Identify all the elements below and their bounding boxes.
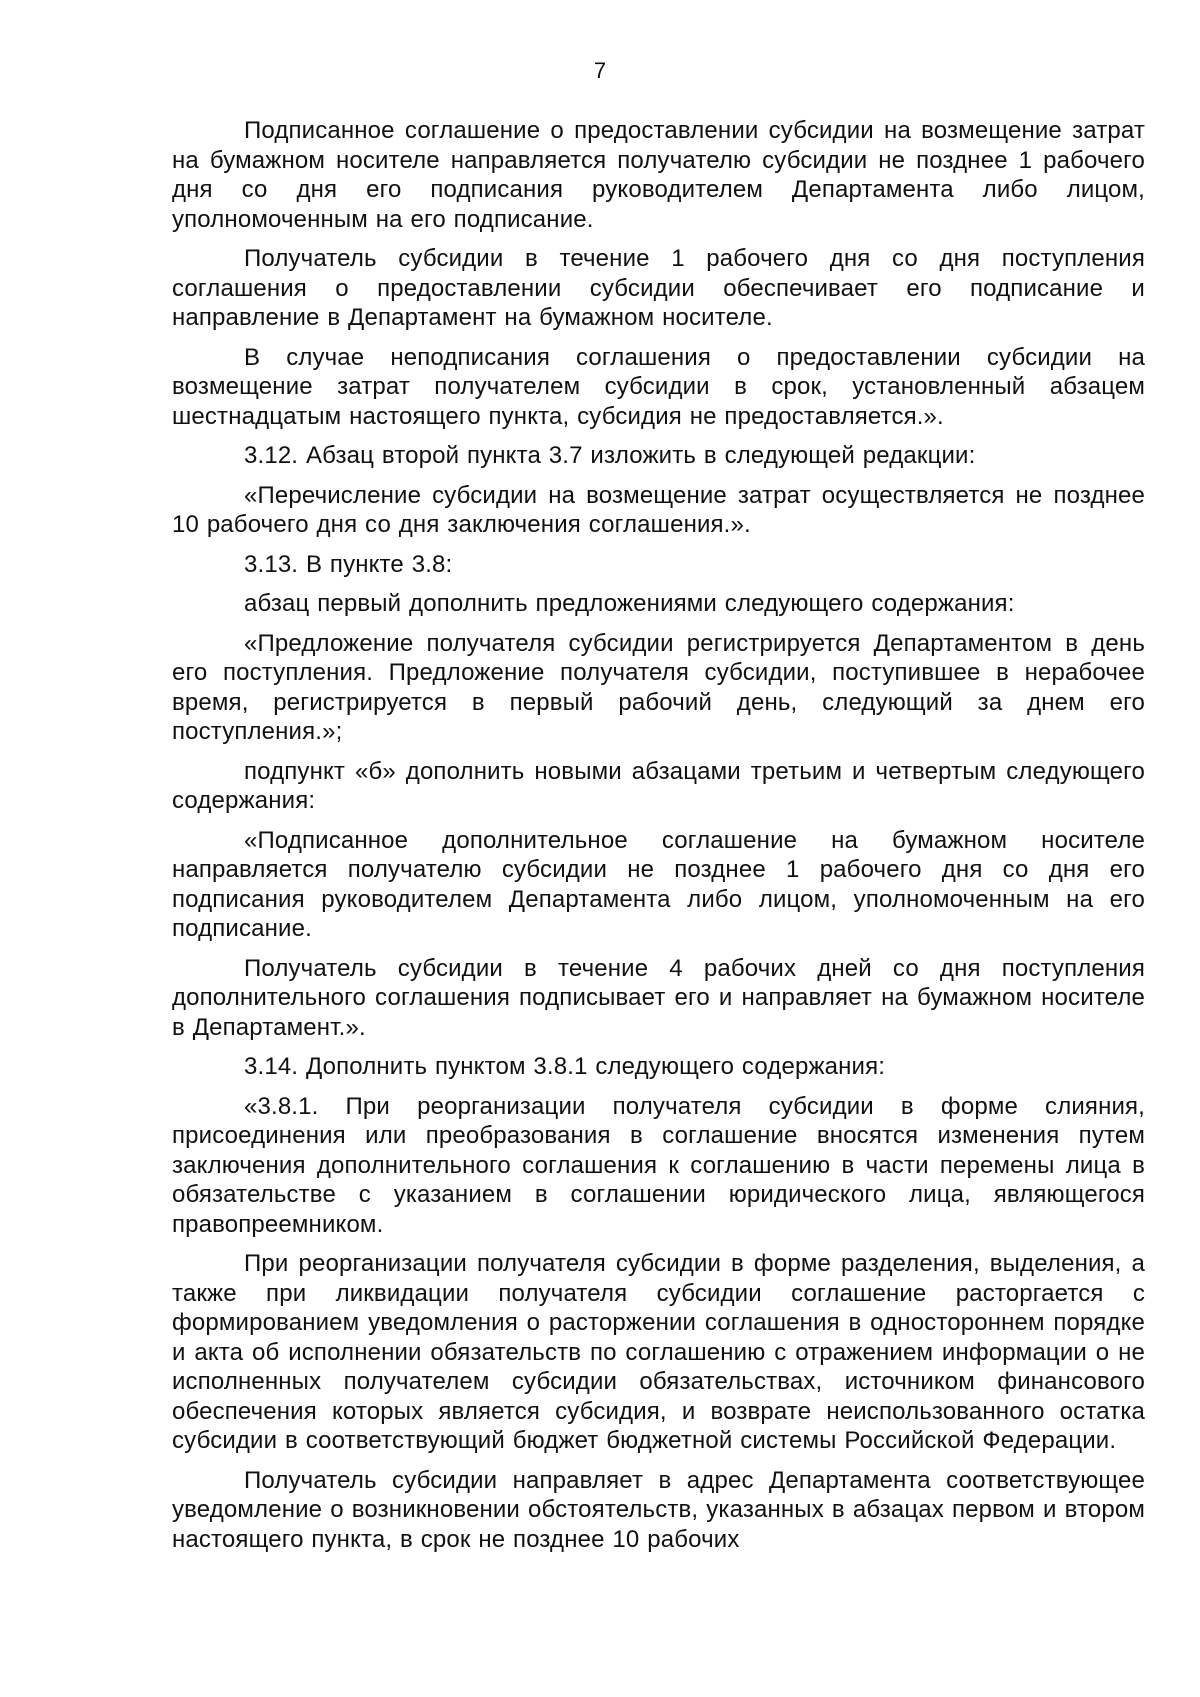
- paragraph-division-liquidation: При реорганизации получателя субсидии в форме разделения, выделения, а также при ликвидации получателя субсидии соглашение расторгается с формированием уведомления о расторжении соглашения в одностороннем порядке и акта об исполнении обязательств по соглашению с отражением информации о не исполненных получателем субсидии обязательствах, источником финансового обеспечения которых является субсидия, и возврате неиспользованного остатка субсидии в соответствующий бюджет бюджетной системы Российской Федерации.: [172, 1250, 1145, 1454]
- paragraph-subpoint-b: подпункт «б» дополнить новыми абзацами третьим и четвертым следующего содержания:: [172, 757, 1145, 814]
- paragraph-3-13: 3.13. В пункте 3.8:: [244, 550, 453, 578]
- paragraph-3-14: 3.14. Дополнить пунктом 3.8.1 следующего содержания:: [244, 1053, 886, 1080]
- paragraph-3-12: 3.12. Абзац второй пункта 3.7 изложить в следующей редакции:: [244, 442, 976, 469]
- paragraph-non-signing: В случае неподписания соглашения о предоставлении субсидии на возмещение затрат получателем субсидии в срок, установленный абзацем шестнадцатым настоящего пункта, субсидия не предоставляется.».: [172, 343, 1145, 430]
- paragraph-recipient-signs: Получатель субсидии в течение 1 рабочего дня со дня поступления соглашения о предоставлении субсидии обеспечивает его подписание и направление в Департамент на бумажном носителе.: [172, 245, 1145, 331]
- page-number: 7: [593, 58, 607, 83]
- paragraph-transfer: «Перечисление субсидии на возмещение затрат осуществляется не позднее 10 рабочего дня со дня заключения соглашения.».: [172, 481, 1145, 538]
- paragraph-3-8-1-merger: «3.8.1. При реорганизации получателя субсидии в форме слияния, присоединения или преобразования в соглашение вносятся изменения путем заключения дополнительного соглашения к соглашению в части перемены лица в обязательстве с указанием в соглашении юридического лица, являющегося правопреемником.: [172, 1092, 1145, 1238]
- document-body: [172, 116, 1145, 1564]
- paragraph-notification: Получатель субсидии направляет в адрес Департамента соответствующее уведомление о возникновении обстоятельств, указанных в абзацах первом и втором настоящего пункта, в срок не позднее 10 рабочих: [172, 1466, 1145, 1553]
- paragraph-signed-agreement: Подписанное соглашение о предоставлении субсидии на возмещение затрат на бумажном носителе направляется получателю субсидии не позднее 1 рабочего дня со дня его подписания руководителем Департамента либо лицом, уполномоченным на его подписание.: [172, 117, 1145, 233]
- paragraph-additional-agreement-sent: «Подписанное дополнительное соглашение на бумажном носителе направляется получателю субсидии не позднее 1 рабочего дня со дня его подписания руководителем Департамента либо лицом, уполномоченным на его подписание.: [172, 826, 1145, 942]
- paragraph-proposal-registration: «Предложение получателя субсидии регистрируется Департаментом в день его поступления. Предложение получателя субсидии, поступившее в нерабочее время, регистрируется в первый рабочий день, следующий за днем его поступления.»;: [172, 629, 1145, 745]
- paragraph-additional-agreement-signed: Получатель субсидии в течение 4 рабочих дней со дня поступления дополнительного соглашения подписывает его и направляет на бумажном носителе в Департамент.».: [172, 954, 1145, 1041]
- paragraph-first-supplement: абзац первый дополнить предложениями следующего содержания:: [244, 590, 1015, 617]
